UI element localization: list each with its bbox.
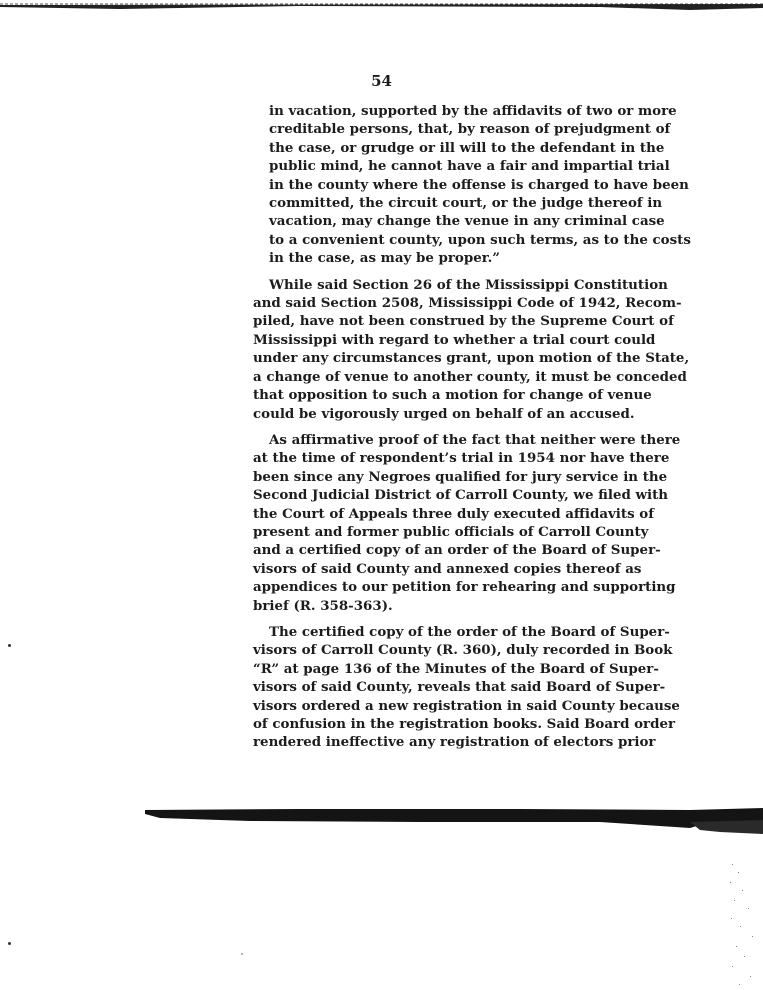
- text-line: committed, the circuit court, or the judge thereof in: [269, 195, 663, 212]
- text-line: the Court of Appeals three duly executed affidavits of: [253, 505, 654, 522]
- text-line: rendered ineffective any registration of electors prior: [253, 734, 656, 751]
- text-line: present and former public officials of Carroll County: [253, 523, 649, 540]
- page-number: 54: [371, 72, 392, 90]
- body-text: [253, 102, 691, 760]
- text-line: been since any Negroes qualified for jury service in the: [253, 468, 668, 485]
- text-line: “R” at page 136 of the Minutes of the Board of Super-: [253, 660, 659, 677]
- quoted-statute-paragraph: [253, 102, 691, 268]
- text-line: under any circumstances grant, upon motion of the State,: [253, 350, 690, 367]
- text-line: the case, or grudge or ill will to the defendant in the: [269, 139, 665, 156]
- text-line: As affirmative proof of the fact that neither were there: [269, 431, 681, 448]
- text-line: to a convenient county, upon such terms, as to the costs: [269, 231, 691, 248]
- text-line: While said Section 26 of the Mississippi Constitution: [269, 276, 668, 293]
- body-paragraph: [253, 276, 690, 423]
- body-paragraph: [253, 431, 681, 615]
- text-line: visors of said County and annexed copies thereof as: [253, 560, 642, 577]
- text-line: a change of venue to another county, it must be conceded: [253, 368, 687, 385]
- body-paragraph: [253, 623, 680, 752]
- text-line: that opposition to such a motion for change of venue: [253, 387, 652, 404]
- text-line: of confusion in the registration books. Said Board order: [253, 716, 676, 732]
- text-line: at the time of respondent’s trial in 1954 nor have there: [253, 450, 670, 467]
- text-line: appendices to our petition for rehearing and supporting: [253, 579, 676, 596]
- text-line: and a certified copy of an order of the Board of Super-: [253, 542, 661, 559]
- text-line: Second Judicial District of Carroll County, we filed with: [253, 487, 669, 504]
- bottom-border-rule: [0, 800, 763, 840]
- text-line: in the county where the offense is charged to have been: [269, 176, 689, 193]
- text-line: visors of Carroll County (R. 360), duly recorded in Book: [253, 642, 673, 659]
- text-line: could be vigorously urged on behalf of an accused.: [253, 405, 635, 422]
- margin-speck: [8, 644, 11, 647]
- text-line: and said Section 2508, Mississippi Code of 1942, Recom-: [253, 295, 682, 312]
- text-line: piled, have not been construed by the Supreme Court of: [253, 313, 674, 330]
- text-line: visors of said County, reveals that said Board of Super-: [253, 679, 666, 696]
- text-line: Mississippi with regard to whether a trial court could: [253, 331, 656, 348]
- margin-speck: [241, 953, 243, 955]
- text-line: in vacation, supported by the affidavits of two or more: [269, 103, 677, 119]
- text-line: vacation, may change the venue in any criminal case: [269, 213, 665, 230]
- edge-noise: [728, 860, 758, 990]
- text-line: visors ordered a new registration in said County because: [253, 697, 680, 714]
- text-line: brief (R. 358-363).: [253, 597, 393, 614]
- text-line: public mind, he cannot have a fair and impartial trial: [269, 158, 670, 175]
- text-line: The certified copy of the order of the Board of Super-: [269, 623, 670, 640]
- text-line: creditable persons, that, by reason of prejudgment of: [269, 121, 671, 138]
- margin-speck: [8, 942, 11, 945]
- text-line: in the case, as may be proper.”: [269, 250, 500, 267]
- top-border-rule: [0, 0, 763, 14]
